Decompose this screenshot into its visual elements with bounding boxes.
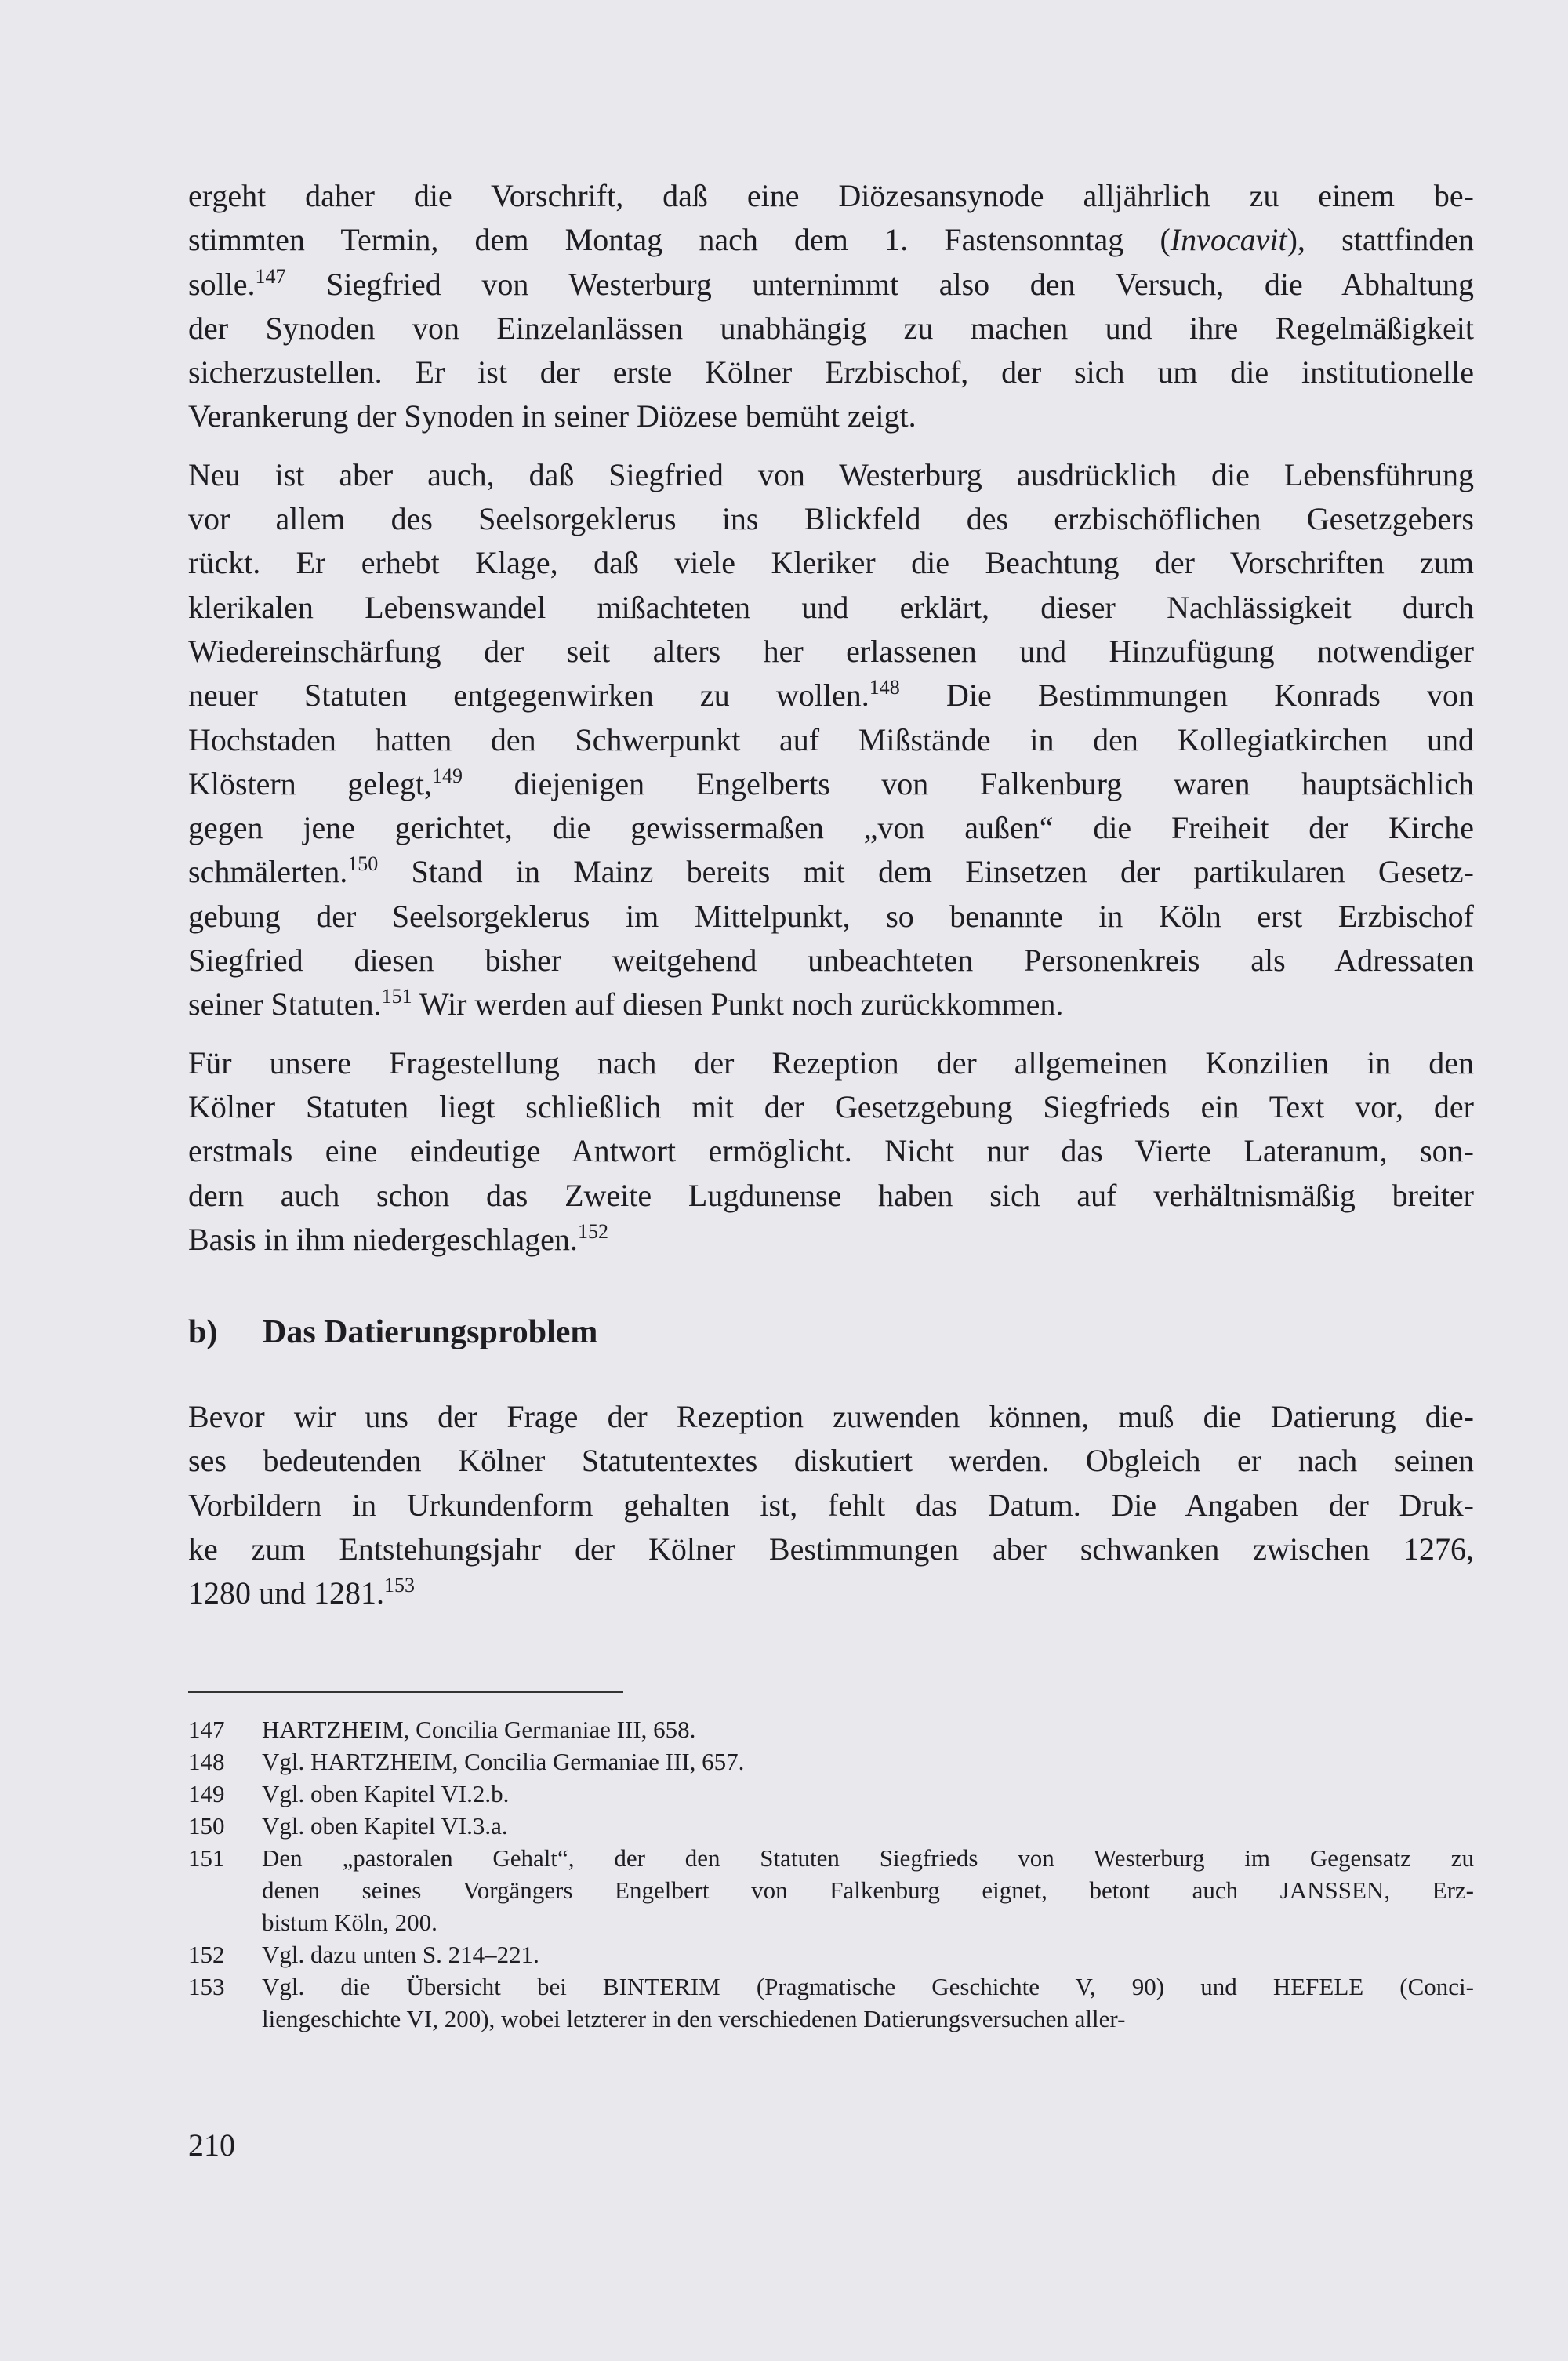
- page-number: 210: [188, 2127, 235, 2163]
- footnote-reference: 153: [384, 1574, 415, 1597]
- text-run: Stand in Mainz bereits mit dem Einsetzen der partikularen Gesetz-: [378, 854, 1474, 890]
- text-run: gebung der Seelsorgeklerus im Mittelpunkt, so benannte in Köln erst Erzbischof: [188, 898, 1474, 934]
- text-run: Kölner Statuten liegt schließlich mit der Gesetzgebung Siegfrieds ein Text vor, der: [188, 1088, 1474, 1124]
- footnote-reference: 148: [869, 676, 900, 699]
- text-line: [188, 939, 1474, 983]
- footnote-reference: 147: [255, 264, 286, 288]
- text-run: ke zum Entstehungsjahr der Kölner Bestimmungen aber schwanken zwischen 1276,: [188, 1531, 1474, 1567]
- footnote-line: HARTZHEIM, Concilia Germaniae III, 658.: [262, 1715, 696, 1743]
- text-run: Für unsere Fragestellung nach der Rezeption der allgemeinen Konzilien in den: [188, 1044, 1474, 1081]
- text-run: solle.: [188, 266, 256, 302]
- text-run: Invocavit: [1170, 222, 1287, 258]
- text-run: schmälerten.: [188, 854, 348, 890]
- text-line: [188, 453, 1474, 497]
- footnote-number: 151: [188, 1843, 225, 1872]
- text-run: Neu ist aber auch, daß Siegfried von Westerburg ausdrücklich die Lebensführung: [188, 456, 1474, 492]
- footnote-line: Vgl. oben Kapitel VI.3.a.: [262, 1811, 508, 1840]
- text-run: ), stattfinden: [1287, 222, 1475, 258]
- footnote-number: 148: [188, 1747, 225, 1775]
- body-text-section-b: [188, 1395, 1474, 1615]
- text-line: [188, 174, 1474, 218]
- text-line: [188, 497, 1474, 541]
- text-line: [188, 1571, 1474, 1615]
- text-run: erstmals eine eindeutige Antwort ermöglicht. Nicht nur das Vierte Lateranum, son-: [188, 1133, 1474, 1169]
- section-title: Das Datierungsproblem: [263, 1314, 598, 1351]
- text-line: [188, 1527, 1474, 1571]
- footnote-line: Den „pastoralen Gehalt“, der den Statuten Siegfrieds von Westerburg im Gegensatz zu: [262, 1843, 1474, 1872]
- text-line: [188, 1439, 1474, 1483]
- text-run: Verankerung der Synoden in seiner Diözese bemüht zeigt.: [188, 398, 916, 434]
- paragraph: [188, 453, 1474, 1027]
- footnote-text: [262, 1842, 1474, 1938]
- text-run: neuer Statuten entgegenwirken zu wollen.: [188, 677, 869, 714]
- text-line: [188, 1085, 1474, 1129]
- paragraph: [188, 1041, 1474, 1262]
- text-run: Hochstaden hatten den Schwerpunkt auf Mißstände in den Kollegiatkirchen und: [188, 721, 1474, 757]
- text-run: stimmten Termin, dem Montag nach dem 1. Fastensonntag (: [188, 222, 1171, 258]
- paragraph: [188, 1395, 1474, 1615]
- text-line: [188, 674, 1474, 717]
- text-line: [188, 394, 1474, 438]
- text-line: [188, 263, 1474, 307]
- text-run: Siegfried diesen bisher weitgehend unbeachteten Personenkreis als Adressaten: [188, 943, 1474, 979]
- body-text-section-a: [188, 174, 1474, 1262]
- text-run: Bevor wir uns der Frage der Rezeption zuwenden können, muß die Datierung die-: [188, 1399, 1474, 1435]
- text-run: diejenigen Engelberts von Falkenburg waren hauptsächlich: [463, 765, 1474, 801]
- text-line: [188, 1218, 1474, 1262]
- text-line: [188, 1395, 1474, 1439]
- text-run: gegen jene gerichtet, die gewissermaßen „von außen“ die Freiheit der Kirche: [188, 810, 1474, 846]
- text-run: vor allem des Seelsorgeklerus ins Blickfeld des erzbischöflichen Gesetzgebers: [188, 501, 1474, 537]
- footnote-text: [262, 1938, 1474, 1971]
- text-line: [188, 983, 1474, 1026]
- text-line: [188, 1484, 1474, 1527]
- text-run: Wir werden auf diesen Punkt noch zurückkommen.: [412, 986, 1064, 1022]
- text-line: [188, 895, 1474, 939]
- footnote-line: Vgl. dazu unten S. 214–221.: [262, 1940, 539, 1968]
- footnote: [188, 1778, 1474, 1810]
- text-run: rückt. Er erhebt Klage, daß viele Kleriker die Beachtung der Vorschriften zum: [188, 545, 1474, 581]
- text-run: der Synoden von Einzelanlässen unabhängig zu machen und ihre Regelmäßigkeit: [188, 310, 1474, 346]
- footnote-text: [262, 1745, 1474, 1778]
- text-line: [188, 307, 1474, 351]
- footnote-text: [262, 1778, 1474, 1810]
- footnote-separator: [188, 1691, 623, 1693]
- text-line: [188, 586, 1474, 630]
- footnote-text: [262, 1971, 1474, 2035]
- paragraph: [188, 174, 1474, 439]
- text-run: sicherzustellen. Er ist der erste Kölner Erzbischof, der sich um die institutionelle: [188, 354, 1474, 390]
- footnote: [188, 1713, 1474, 1745]
- footnote-number: 147: [188, 1715, 225, 1743]
- footnote-number: 153: [188, 1972, 225, 2000]
- text-line: [188, 351, 1474, 394]
- footnote: [188, 1810, 1474, 1842]
- text-line: [188, 718, 1474, 762]
- footnote-line: Vgl. oben Kapitel VI.2.b.: [262, 1779, 510, 1807]
- footnote-line: Vgl. HARTZHEIM, Concilia Germaniae III, 657.: [262, 1747, 745, 1775]
- text-run: Klöstern gelegt,: [188, 765, 433, 801]
- section-number: b): [188, 1314, 218, 1351]
- text-run: klerikalen Lebenswandel mißachteten und erklärt, dieser Nachlässigkeit durch: [188, 589, 1474, 625]
- text-run: dern auch schon das Zweite Lugdunense haben sich auf verhältnismäßig breiter: [188, 1177, 1474, 1213]
- footnote-number: 152: [188, 1940, 225, 1968]
- text-line: [188, 1129, 1474, 1173]
- section-heading: [188, 1310, 1474, 1354]
- text-line: [188, 630, 1474, 674]
- text-line: [188, 850, 1474, 894]
- footnote: [188, 1938, 1474, 1971]
- page-content: [188, 174, 1474, 2035]
- text-run: Vorbildern in Urkundenform gehalten ist, fehlt das Datum. Die Angaben der Druk-: [188, 1487, 1474, 1523]
- text-run: Wiedereinschärfung der seit alters her erlassenen und Hinzufügung notwendiger: [188, 633, 1474, 669]
- footnote-text: [262, 1810, 1474, 1842]
- footnote-reference: 151: [381, 985, 412, 1008]
- text-line: [188, 1174, 1474, 1218]
- footnote-line: liengeschichte VI, 200), wobei letzterer in den verschiedenen Datierungsversuchen aller-: [262, 2004, 1126, 2032]
- text-line: [188, 806, 1474, 850]
- footnote: [188, 1971, 1474, 2035]
- text-run: Basis in ihm niedergeschlagen.: [188, 1221, 578, 1257]
- text-run: seiner Statuten.: [188, 986, 382, 1022]
- footnote-text: [262, 1713, 1474, 1745]
- footnote-line: denen seines Vorgängers Engelbert von Falkenburg eignet, betont auch JANSSEN, Erz-: [262, 1876, 1474, 1904]
- footnote: [188, 1745, 1474, 1778]
- text-run: Siegfried von Westerburg unternimmt also den Versuch, die Abhaltung: [285, 266, 1474, 302]
- footnote-reference: 150: [347, 852, 379, 876]
- footnote-reference: 149: [432, 764, 463, 787]
- text-line: [188, 762, 1474, 806]
- footnote-line: bistum Köln, 200.: [262, 1908, 437, 1936]
- footnote-number: 149: [188, 1779, 225, 1807]
- text-run: 1280 und 1281.: [188, 1575, 384, 1611]
- footnote-number: 150: [188, 1811, 225, 1840]
- footnote-reference: 152: [577, 1219, 608, 1243]
- text-line: [188, 541, 1474, 585]
- text-run: Die Bestimmungen Konrads von: [899, 677, 1474, 714]
- footnote-line: Vgl. die Übersicht bei BINTERIM (Pragmatische Geschichte V, 90) und HEFELE (Conci-: [262, 1972, 1474, 2000]
- text-line: [188, 218, 1474, 262]
- text-run: ses bedeutenden Kölner Statutentextes diskutiert werden. Obgleich er nach seinen: [188, 1443, 1474, 1479]
- text-run: ergeht daher die Vorschrift, daß eine Diözesansynode alljährlich zu einem be-: [188, 178, 1474, 213]
- footnote: [188, 1842, 1474, 1938]
- text-line: [188, 1041, 1474, 1085]
- footnotes: [188, 1713, 1474, 2035]
